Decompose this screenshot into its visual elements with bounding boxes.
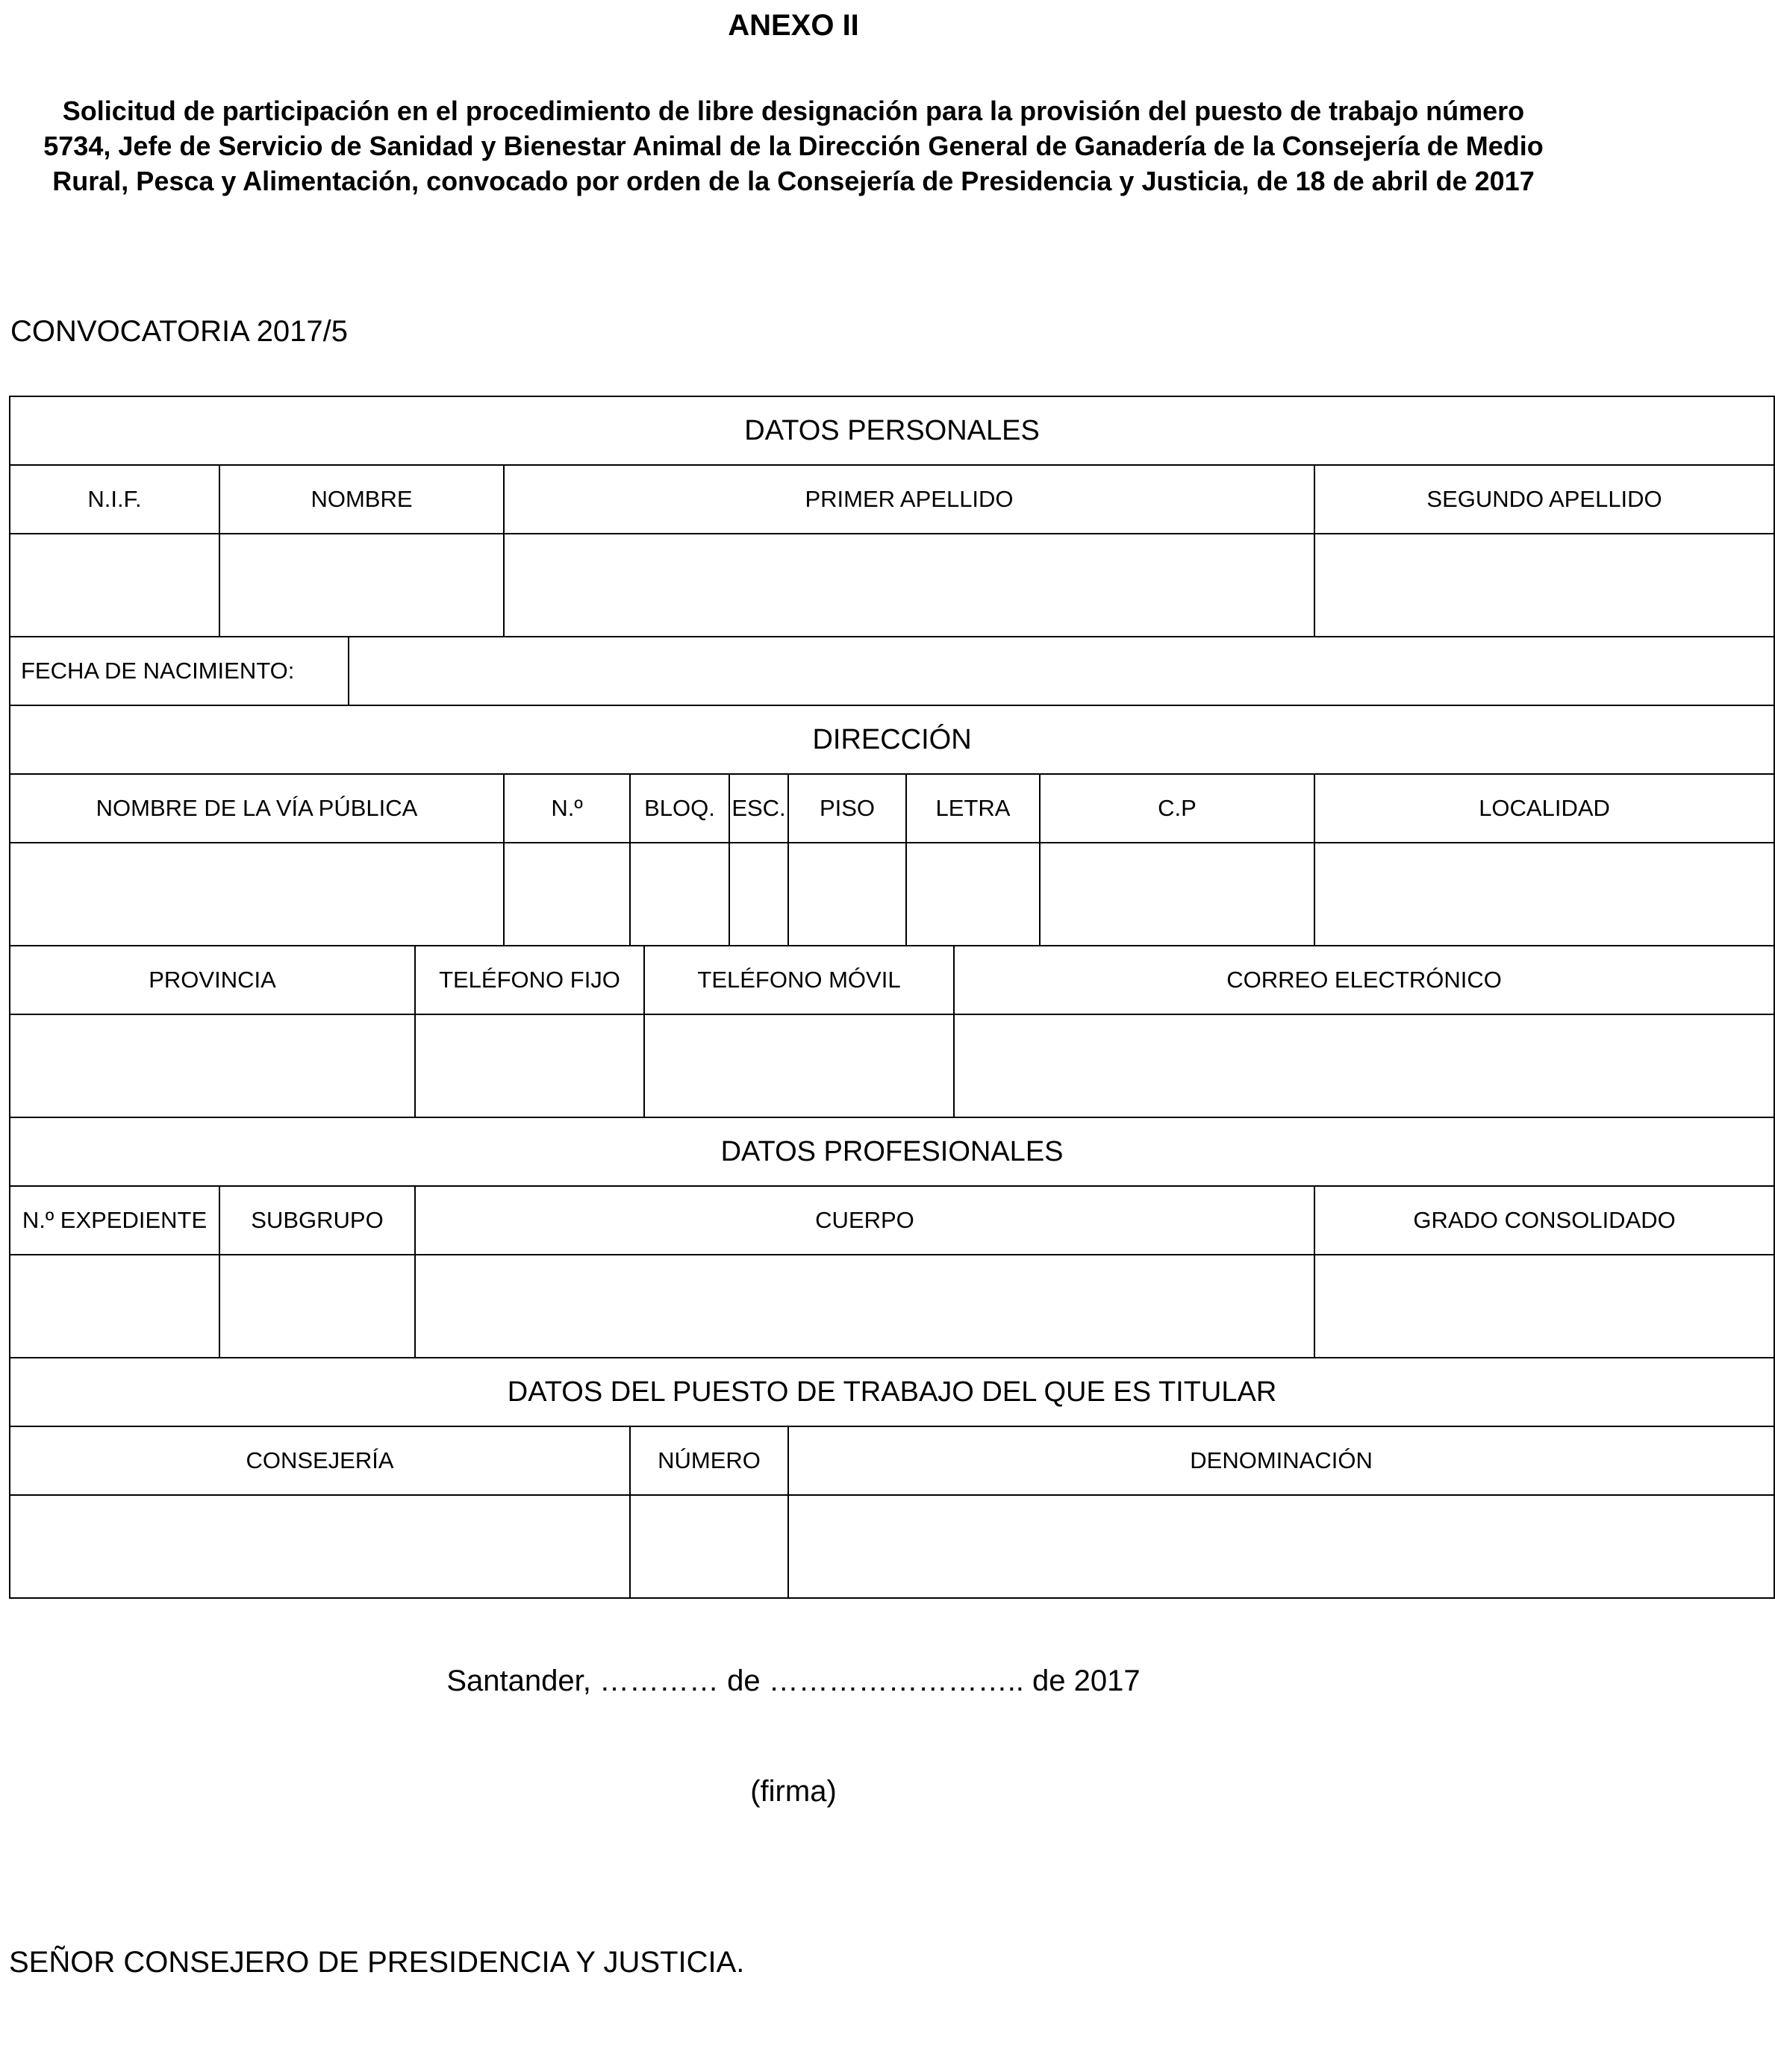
application-form-table <box>9 396 1775 1599</box>
header-cuerpo: CUERPO <box>415 1186 1314 1255</box>
header-bloque: BLOQ. <box>630 774 729 843</box>
addressee-line: SEÑOR CONSEJERO DE PRESIDENCIA Y JUSTICIA. <box>9 1946 745 1979</box>
header-expediente: N.º EXPEDIENTE <box>10 1186 219 1255</box>
input-subgrupo[interactable] <box>219 1255 415 1358</box>
header-letra: LETRA <box>906 774 1040 843</box>
input-bloque[interactable] <box>630 843 729 946</box>
input-consejeria[interactable] <box>10 1495 630 1598</box>
header-localidad: LOCALIDAD <box>1314 774 1774 843</box>
input-via-publica[interactable] <box>10 843 504 946</box>
header-piso: PISO <box>788 774 906 843</box>
input-provincia[interactable] <box>10 1014 415 1117</box>
header-correo-electronico: CORREO ELECTRÓNICO <box>954 946 1774 1014</box>
header-numero-puesto: NÚMERO <box>630 1426 788 1495</box>
input-expediente[interactable] <box>10 1255 219 1358</box>
input-numero[interactable] <box>504 843 630 946</box>
input-nombre[interactable] <box>219 534 504 637</box>
header-nif: N.I.F. <box>10 465 219 534</box>
input-cp[interactable] <box>1040 843 1314 946</box>
input-letra[interactable] <box>906 843 1040 946</box>
input-piso[interactable] <box>788 843 906 946</box>
input-telefono-movil[interactable] <box>644 1014 954 1117</box>
input-cuerpo[interactable] <box>415 1255 1314 1358</box>
header-escalera: ESC. <box>729 774 788 843</box>
header-primer-apellido: PRIMER APELLIDO <box>504 465 1314 534</box>
input-escalera[interactable] <box>729 843 788 946</box>
label-fecha-nacimiento: FECHA DE NACIMIENTO: <box>10 637 349 705</box>
section-datos-profesionales: DATOS PROFESIONALES <box>10 1117 1774 1186</box>
annex-title: ANEXO II <box>728 9 859 42</box>
header-subgrupo: SUBGRUPO <box>219 1186 415 1255</box>
header-grado-consolidado: GRADO CONSOLIDADO <box>1314 1186 1774 1255</box>
header-numero: N.º <box>504 774 630 843</box>
header-cp: C.P <box>1040 774 1314 843</box>
input-nif[interactable] <box>10 534 219 637</box>
input-correo-electronico[interactable] <box>954 1014 1774 1117</box>
header-provincia: PROVINCIA <box>10 946 415 1014</box>
input-denominacion[interactable] <box>788 1495 1774 1598</box>
input-fecha-nacimiento[interactable] <box>349 637 1774 705</box>
place-date-line: Santander, ………… de …………………….. de 2017 <box>446 1664 1141 1697</box>
section-datos-puesto: DATOS DEL PUESTO DE TRABAJO DEL QUE ES TITULAR <box>10 1358 1774 1426</box>
input-segundo-apellido[interactable] <box>1314 534 1774 637</box>
header-via-publica: NOMBRE DE LA VÍA PÚBLICA <box>10 774 504 843</box>
header-consejeria: CONSEJERÍA <box>10 1426 630 1495</box>
header-telefono-movil: TELÉFONO MÓVIL <box>644 946 954 1014</box>
section-datos-personales: DATOS PERSONALES <box>10 396 1774 465</box>
input-localidad[interactable] <box>1314 843 1774 946</box>
input-primer-apellido[interactable] <box>504 534 1314 637</box>
header-telefono-fijo: TELÉFONO FIJO <box>415 946 644 1014</box>
input-grado-consolidado[interactable] <box>1314 1255 1774 1358</box>
document-subtitle: Solicitud de participación en el procedimiento de libre designación para la provisión del puesto de trabajo número 5734, Jefe de Servicio de Sanidad y Bienestar Animal de la Dirección General de Ganadería de la Consejería de Medio Rural, Pesca y Alimentación, convocado por orden de la Consejería de Presidencia y Justicia, de 18 de abril de 2017 <box>43 96 1544 196</box>
header-segundo-apellido: SEGUNDO APELLIDO <box>1314 465 1774 534</box>
header-nombre: NOMBRE <box>219 465 504 534</box>
input-numero-puesto[interactable] <box>630 1495 788 1598</box>
header-denominacion: DENOMINACIÓN <box>788 1426 1774 1495</box>
input-telefono-fijo[interactable] <box>415 1014 644 1117</box>
convocatoria-label: CONVOCATORIA 2017/5 <box>10 315 349 348</box>
section-direccion: DIRECCIÓN <box>10 705 1774 774</box>
signature-label: (firma) <box>750 1775 837 1808</box>
